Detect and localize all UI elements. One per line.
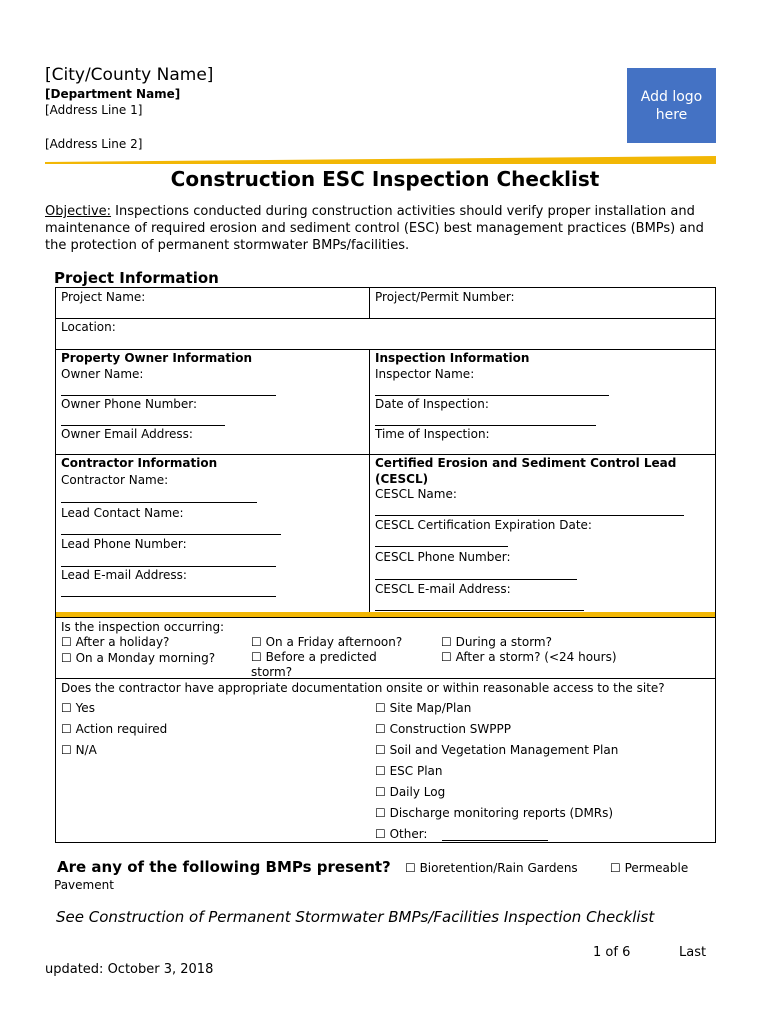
page-title: Construction ESC Inspection Checklist bbox=[170, 167, 600, 191]
inspection-date-label: Date of Inspection: bbox=[375, 397, 489, 411]
location-label: Location: bbox=[61, 320, 116, 334]
owner-phone-label: Owner Phone Number: bbox=[61, 397, 198, 411]
project-name-label: Project Name: bbox=[61, 290, 146, 304]
owner-name-line[interactable] bbox=[61, 395, 276, 396]
header-gold-bar bbox=[45, 156, 716, 164]
owner-heading: Property Owner Information bbox=[61, 351, 253, 365]
bmp-question: Are any of the following BMPs present? bbox=[57, 858, 391, 876]
permit-number-label: Project/Permit Number: bbox=[375, 290, 515, 304]
doc-action-checkbox[interactable]: ☐ Action required bbox=[61, 722, 168, 736]
lead-phone-line[interactable] bbox=[61, 566, 276, 567]
lead-phone-label: Lead Phone Number: bbox=[61, 537, 187, 551]
cescl-heading-line1: Certified Erosion and Sediment Control Lead bbox=[375, 456, 677, 470]
logo-placeholder: Add logo here bbox=[627, 68, 716, 143]
doc-other-line[interactable] bbox=[442, 840, 548, 841]
contractor-name-label: Contractor Name: bbox=[61, 473, 169, 487]
lead-contact-line[interactable] bbox=[61, 534, 281, 535]
cescl-heading-line2: (CESCL) bbox=[375, 472, 429, 486]
page-number: 1 of 6 bbox=[593, 945, 631, 960]
cescl-expiration-line[interactable] bbox=[375, 546, 508, 547]
row-divider bbox=[56, 617, 715, 618]
contractor-name-line[interactable] bbox=[61, 502, 257, 503]
project-info-title: Project Information bbox=[54, 269, 219, 287]
cescl-phone-label: CESCL Phone Number: bbox=[375, 550, 511, 564]
last-label: Last bbox=[679, 945, 707, 960]
owner-email-label: Owner Email Address: bbox=[61, 427, 193, 441]
contractor-heading: Contractor Information bbox=[61, 456, 218, 470]
lead-email-line[interactable] bbox=[61, 596, 276, 597]
lead-contact-label: Lead Contact Name: bbox=[61, 506, 184, 520]
col-divider bbox=[369, 288, 370, 318]
cescl-phone-line[interactable] bbox=[375, 579, 577, 580]
timing-predicted-checkbox[interactable]: ☐ Before a predicted bbox=[251, 650, 377, 664]
owner-phone-line[interactable] bbox=[61, 425, 225, 426]
inspector-name-line[interactable] bbox=[375, 395, 609, 396]
doc-dmr-checkbox[interactable]: ☐ Discharge monitoring reports (DMRs) bbox=[375, 806, 614, 820]
doc-esc-plan-checkbox[interactable]: ☐ ESC Plan bbox=[375, 764, 443, 778]
cescl-email-line[interactable] bbox=[375, 610, 584, 611]
timing-question: Is the inspection occurring: bbox=[61, 620, 225, 634]
row-divider bbox=[56, 349, 715, 350]
row-divider bbox=[56, 678, 715, 679]
owner-email-line[interactable] bbox=[61, 454, 231, 455]
cescl-name-line[interactable] bbox=[375, 515, 684, 516]
objective-text: Inspections conducted during construction activities should verify proper installation and maintenance of required erosion and sediment control (ESC) best management practices (BMPs) and the protection of permanent stormwater BMPs/facilities. bbox=[45, 204, 704, 253]
timing-monday-checkbox[interactable]: ☐ On a Monday morning? bbox=[61, 651, 216, 665]
row-divider bbox=[56, 318, 715, 319]
doc-yes-checkbox[interactable]: ☐ Yes bbox=[61, 701, 95, 715]
timing-during-checkbox[interactable]: ☐ During a storm? bbox=[441, 635, 552, 649]
documentation-question: Does the contractor have appropriate documentation onsite or within reasonable access to the site? bbox=[61, 681, 665, 695]
inspection-time-label: Time of Inspection: bbox=[375, 427, 490, 441]
owner-name-label: Owner Name: bbox=[61, 367, 144, 381]
doc-na-checkbox[interactable]: ☐ N/A bbox=[61, 743, 97, 757]
bmp-permeable-cont: Pavement bbox=[54, 878, 114, 892]
department-name: [Department Name] bbox=[45, 87, 181, 101]
timing-holiday-checkbox[interactable]: ☐ After a holiday? bbox=[61, 635, 170, 649]
inspection-date-line[interactable] bbox=[375, 425, 596, 426]
address-line-2: [Address Line 2] bbox=[45, 137, 143, 151]
doc-sitemap-checkbox[interactable]: ☐ Site Map/Plan bbox=[375, 701, 472, 715]
timing-after-checkbox[interactable]: ☐ After a storm? (<24 hours) bbox=[441, 650, 617, 664]
doc-other-checkbox[interactable]: ☐ Other: bbox=[375, 827, 428, 841]
project-info-table bbox=[55, 287, 716, 843]
timing-friday-checkbox[interactable]: ☐ On a Friday afternoon? bbox=[251, 635, 403, 649]
doc-swppp-checkbox[interactable]: ☐ Construction SWPPP bbox=[375, 722, 511, 736]
inspection-heading: Inspection Information bbox=[375, 351, 530, 365]
bmp-bioretention-checkbox[interactable]: ☐ Bioretention/Rain Gardens bbox=[405, 861, 578, 875]
col-divider bbox=[369, 349, 370, 612]
cescl-expiration-label: CESCL Certification Expiration Date: bbox=[375, 518, 592, 532]
cescl-name-label: CESCL Name: bbox=[375, 487, 457, 501]
updated-date: updated: October 3, 2018 bbox=[45, 962, 214, 977]
objective-paragraph bbox=[45, 203, 717, 254]
timing-predicted-cont: storm? bbox=[251, 665, 293, 679]
org-name: [City/County Name] bbox=[45, 65, 214, 85]
inspector-name-label: Inspector Name: bbox=[375, 367, 475, 381]
bmp-permeable-checkbox[interactable]: ☐ Permeable bbox=[610, 861, 689, 875]
doc-soil-plan-checkbox[interactable]: ☐ Soil and Vegetation Management Plan bbox=[375, 743, 619, 757]
doc-daily-log-checkbox[interactable]: ☐ Daily Log bbox=[375, 785, 446, 799]
lead-email-label: Lead E-mail Address: bbox=[61, 568, 187, 582]
cescl-email-label: CESCL E-mail Address: bbox=[375, 582, 511, 596]
see-also-note: See Construction of Permanent Stormwater BMPs/Facilities Inspection Checklist bbox=[56, 908, 655, 926]
objective-label: Objective: bbox=[45, 204, 112, 219]
address-line-1: [Address Line 1] bbox=[45, 103, 143, 117]
